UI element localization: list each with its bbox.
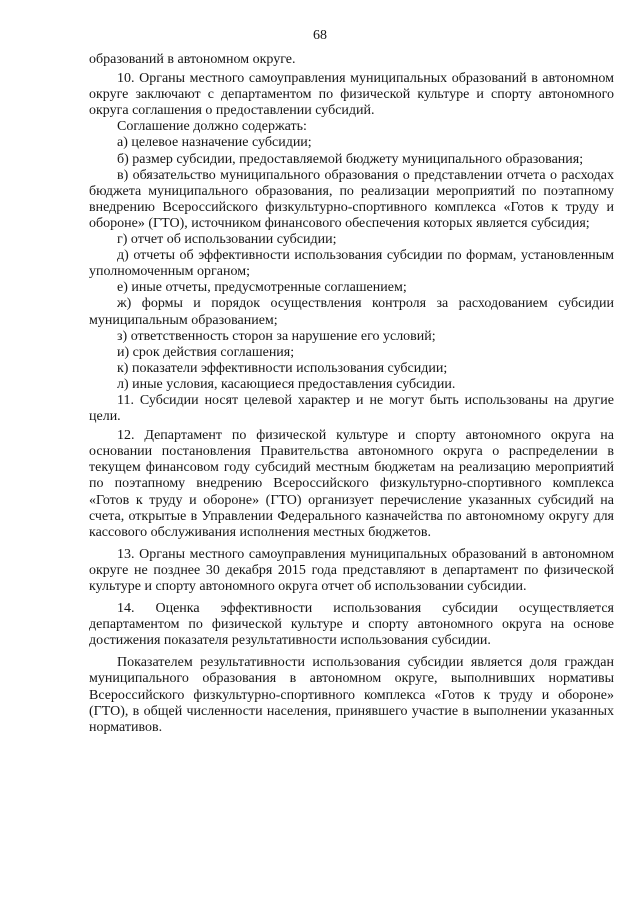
list-item-g: г) отчет об использовании субсидии;: [117, 232, 337, 248]
page-number: 68: [313, 28, 327, 43]
paragraph-clause-13: 13. Органы местного самоуправления муниципальных образований в автономном округе не позднее 30 декабря 2015 года представляют в департамент по физической культуре и спорту автономного округа отчет об использовании субсидии.: [89, 546, 614, 594]
paragraph-continuation: образований в автономном округе.: [89, 52, 296, 67]
paragraph-indicator: Показателем результативности использования субсидии является доля граждан муниципального образования в автономном округе, выполнивших нормативы Всероссийского физкультурно-спортивного комплекса «Готов к труду и обороне» (ГТО), в общей численности населения, принявшего участие в выполнении указанных нормативов.: [89, 655, 614, 735]
list-item-a: а) целевое назначение субсидии;: [117, 135, 312, 151]
list-item-k: к) показатели эффективности использования субсидии;: [117, 360, 448, 376]
list-item-z: з) ответственность сторон за нарушение его условий;: [117, 328, 436, 344]
list-item-d: д) отчеты об эффективности использования субсидии по формам, установленным уполномоченным органом;: [89, 248, 614, 280]
list-item-i: и) срок действия соглашения;: [117, 344, 295, 360]
paragraph-clause-12: 12. Департамент по физической культуре и спорту автономного округа на основании постановления Правительства автономного округа о распределении в текущем финансовом году субсидий местным бюджетам на реализацию мероприятий по поэтапному внедрению Всероссийского физкультурно-спортивного комплекса «Готов к труду и обороне» (ГТО) организует перечисление указанных субсидий на счета, открытые в Управлении Федерального казначейства по автономному округу для кассового обслуживания исполнения местных бюджетов.: [89, 428, 614, 540]
list-item-l: л) иные условия, касающиеся предоставления субсидии.: [117, 376, 456, 392]
paragraph-agreement-intro: Соглашение должно содержать:: [117, 119, 307, 135]
list-item-v: в) обязательство муниципального образования о представлении отчета о расходах бюджета муниципального образования, по реализации мероприятий по поэтапному внедрению Всероссийского физкультурно-спортивного комплекса «Готов к труду и обороне» (ГТО), источником финансового обеспечения которых является субсидия;: [89, 167, 614, 231]
list-item-zh: ж) формы и порядок осуществления контроля за расходованием субсидии муниципальным образованием;: [89, 296, 614, 328]
paragraph-clause-11: 11. Субсидии носят целевой характер и не могут быть использованы на другие цели.: [89, 392, 614, 425]
document-body: [89, 52, 614, 736]
list-item-e: е) иные отчеты, предусмотренные соглашением;: [117, 280, 407, 296]
paragraph-clause-14: 14. Оценка эффективности использования субсидии осуществляется департаментом по физической культуре и спорту автономного округа на основе достижения показателя результативности использования субсидии.: [89, 601, 614, 649]
list-item-b: б) размер субсидии, предоставляемой бюджету муниципального образования;: [117, 151, 584, 167]
paragraph-clause-10: 10. Органы местного самоуправления муниципальных образований в автономном округе заключают с департаментом по физической культуре и спорту автономного округа соглашения о предоставлении субсидий.: [89, 71, 614, 119]
